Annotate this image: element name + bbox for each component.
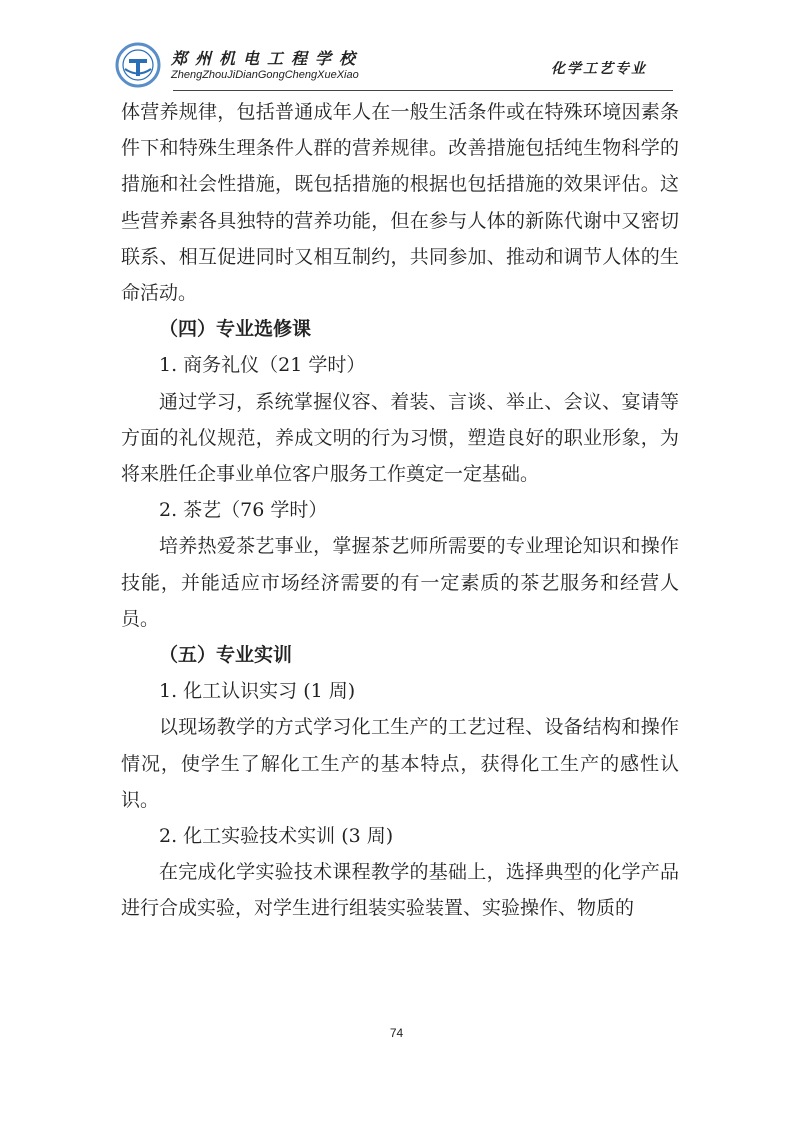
course-description-tea-art: 培养热爱茶艺事业，掌握茶艺师所需要的专业理论知识和操作技能，并能适应市场经济需要的有一定素质的茶艺服务和经营人员。: [121, 535, 679, 630]
school-logo-icon: [115, 42, 161, 88]
school-name-en: ZhengZhouJiDianGongChengXueXiao: [171, 69, 359, 81]
course-title-chemical-experiment: 2. 化工实验技术实训 (3 周): [159, 825, 394, 848]
header-divider: [173, 90, 673, 91]
school-name-cn: 郑州机电工程学校: [171, 49, 364, 68]
paragraph-continued: 体营养规律，包括普通成年人在一般生活条件或在特殊环境因素条件下和特殊生理条件人群的营养规律。改善措施包括纯生物科学的措施和社会性措施，既包括措施的根据也包括措施的效果评估。这些营养素各具独特的营养功能，但在参与人体的新陈代谢中又密切联系、相互促进同时又相互制约，共同参加、推动和调节人体的生命活动。: [121, 101, 679, 305]
course-title-business-etiquette: 1. 商务礼仪（21 学时）: [159, 354, 366, 377]
section-heading-electives: （四）专业选修课: [159, 318, 312, 341]
section-heading-practical-training: （五）专业实训: [159, 644, 293, 667]
major-title: 化学工艺专业: [551, 61, 647, 77]
course-title-chemical-internship: 1. 化工认识实习 (1 周): [159, 680, 356, 703]
course-description-chemical-internship: 以现场教学的方式学习化工生产的工艺过程、设备结构和操作情况，使学生了解化工生产的基本特点，获得化工生产的感性认识。: [121, 716, 679, 811]
course-description-business-etiquette: 通过学习，系统掌握仪容、着装、言谈、举止、会议、宴请等方面的礼仪规范，养成文明的行为习惯，塑造良好的职业形象，为将来胜任企事业单位客户服务工作奠定一定基础。: [121, 390, 679, 486]
document-body: [121, 94, 679, 927]
course-description-chemical-experiment: 在完成化学实验技术课程教学的基础上，选择典型的化学产品进行合成实验，对学生进行组装实验装置、实验操作、物质的: [121, 861, 679, 920]
page-header: [115, 42, 675, 94]
course-title-tea-art: 2. 茶艺（76 学时）: [159, 499, 328, 522]
page-number: 74: [389, 1026, 404, 1040]
